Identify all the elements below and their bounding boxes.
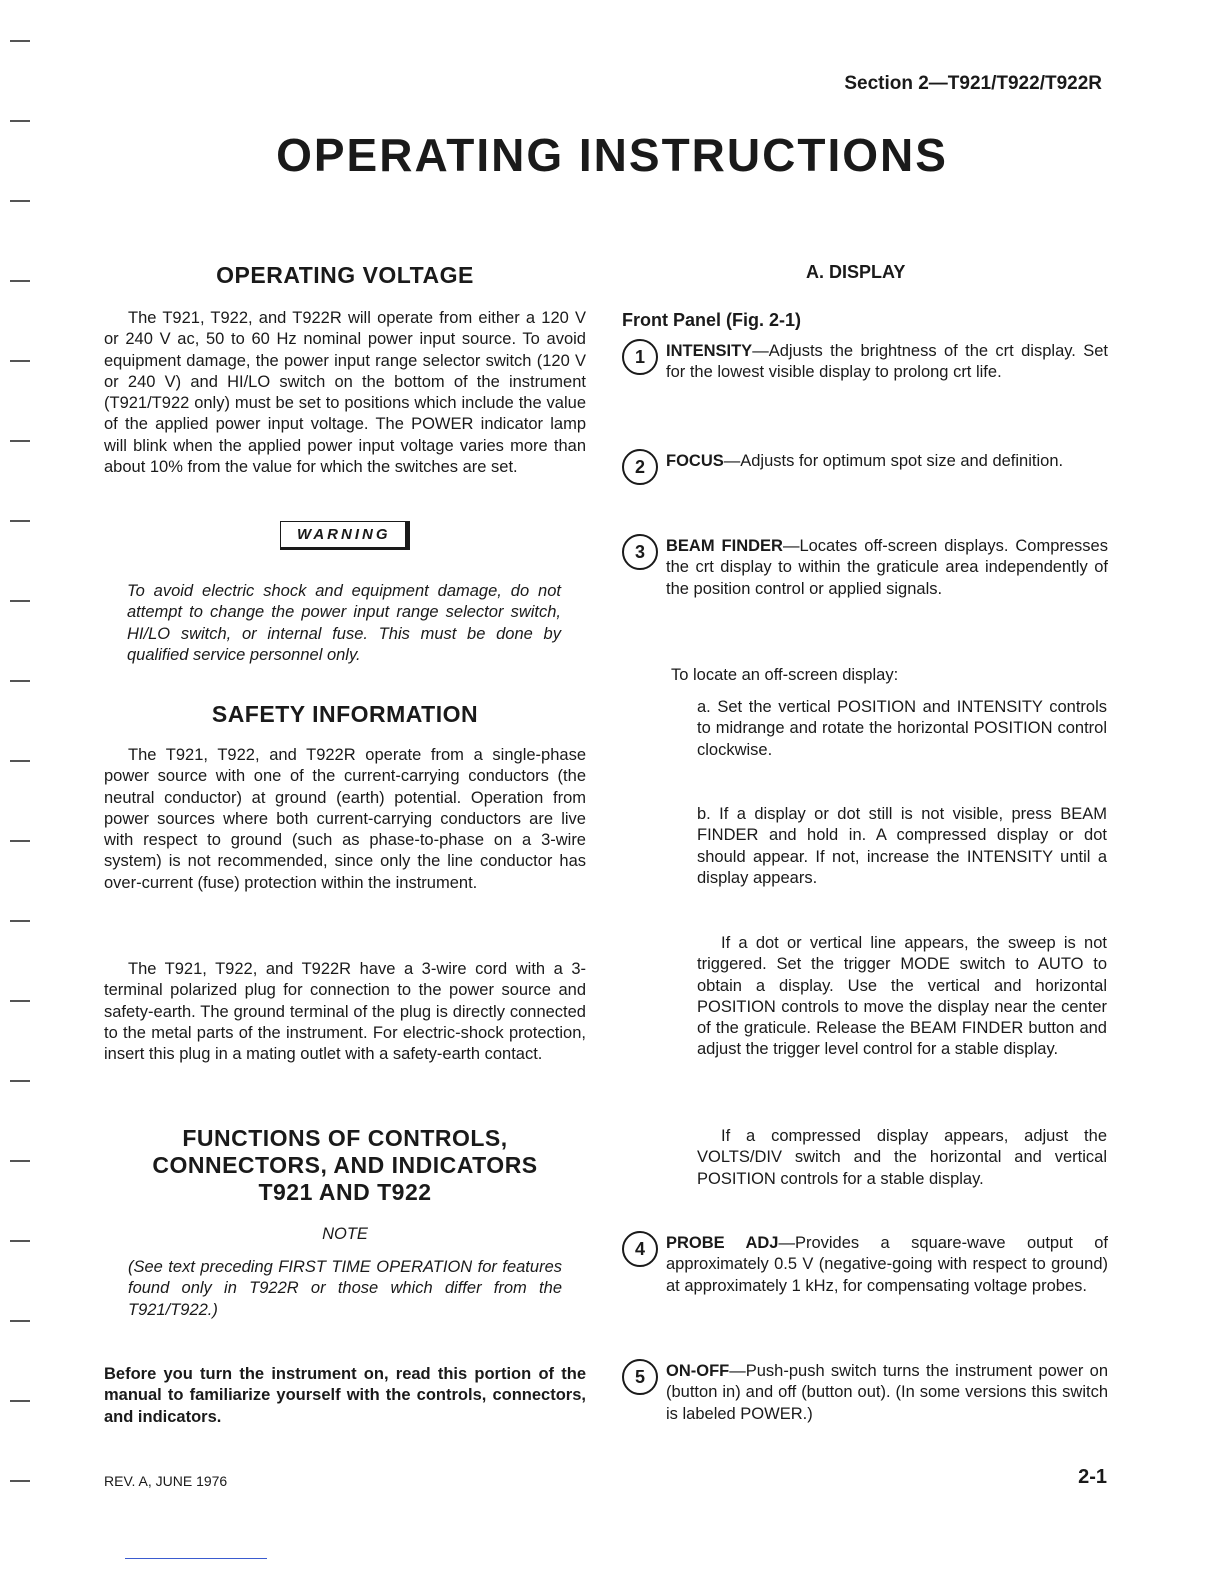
functions-heading-line-1: FUNCTIONS OF CONTROLS, <box>182 1125 508 1151</box>
margin-mark <box>10 760 30 762</box>
margin-mark <box>10 1080 30 1082</box>
safety-paragraph-1: The T921, T922, and T922R operate from a single-phase power source with one of the current-carrying conductors (the neutral conductor) at ground (earth) potential. Operation from power sources where both current-carrying conductors are live with respect to ground (such as phase-to-phase on a 3-wire system) is not recommended, since only the line conductor has over-current (fuse) protection within the instrument. <box>104 746 586 892</box>
control-item-intensity <box>622 341 1108 384</box>
control-description: —Push-push switch turns the instrument power on (button in) and off (button out). (In some versions this switch is labeled POWER.) <box>666 1362 1108 1423</box>
control-name: INTENSITY <box>666 342 753 360</box>
control-description: —Provides a square-wave output of approximately 0.5 V (negative-going with respect to ground) at approximately 1 kHz, for compensating voltage probes. <box>666 1234 1108 1295</box>
control-description: —Adjusts for optimum spot size and definition. <box>723 452 1064 470</box>
control-item-beam-finder <box>622 536 1108 600</box>
locate-intro: To locate an off-screen display: <box>671 666 899 684</box>
margin-mark <box>10 1240 30 1242</box>
margin-mark <box>10 1320 30 1322</box>
step-b: b. If a display or dot still is not visible, press BEAM FINDER and hold in. A compressed display or dot should appear. If not, increase the INTENSITY until a display appears. <box>697 805 1107 887</box>
margin-mark <box>10 1480 30 1482</box>
warning-box <box>280 521 410 550</box>
margin-mark <box>10 680 30 682</box>
control-item-on-off <box>622 1361 1108 1425</box>
control-item-focus <box>622 451 1108 485</box>
warning-label: WARNING <box>280 521 410 550</box>
callout-number-4: 4 <box>622 1231 658 1267</box>
margin-mark <box>10 280 30 282</box>
step-a: a. Set the vertical POSITION and INTENSITY controls to midrange and rotate the horizontal POSITION control clockwise. <box>697 698 1107 759</box>
control-name: PROBE ADJ <box>666 1234 779 1252</box>
scan-artifact-line <box>125 1558 267 1559</box>
callout-number-3: 3 <box>622 534 658 570</box>
safety-paragraph-2: The T921, T922, and T922R have a 3-wire cord with a 3-terminal polarized plug for connection to the power source and safety-earth. The ground terminal of the plug is directly connected to the metal parts of the instrument. For electric-shock protection, insert this plug in a mating outlet with a safety-earth contact. <box>104 960 586 1064</box>
margin-mark <box>10 600 30 602</box>
operating-voltage-paragraph: The T921, T922, and T922R will operate from either a 120 V or 240 V ac, 50 to 60 Hz nominal power input source. To avoid equipment damage, the power input range selector switch (120 V or 240 V) and HI/LO switch on the bottom of the instrument (T921/T922 only) must be set to positions which include the value of the applied power input voltage. The POWER indicator lamp will blink when the applied power input voltage varies more than about 10% from the value for which the switches are set. <box>104 309 586 477</box>
margin-mark <box>10 120 30 122</box>
operating-voltage-heading: OPERATING VOLTAGE <box>216 262 474 288</box>
compressed-paragraph: If a compressed display appears, adjust the VOLTS/DIV switch and the horizontal and vertical POSITION controls for a stable display. <box>697 1127 1107 1188</box>
margin-mark <box>10 520 30 522</box>
callout-number-1: 1 <box>622 339 658 375</box>
functions-heading-line-3: T921 AND T922 <box>258 1179 432 1205</box>
margin-mark <box>10 840 30 842</box>
margin-mark <box>10 1160 30 1162</box>
display-heading: A. DISPLAY <box>806 262 906 282</box>
control-description: —Adjusts the brightness of the crt display. Set for the lowest visible display to prolong crt life. <box>666 342 1108 382</box>
control-name: ON-OFF <box>666 1362 730 1380</box>
note-text: (See text preceding FIRST TIME OPERATION for features found only in T922R or those which differ from the T921/T922.) <box>128 1258 562 1319</box>
margin-mark <box>10 1000 30 1002</box>
control-name: BEAM FINDER <box>666 537 783 555</box>
note-label: NOTE <box>322 1225 368 1243</box>
control-name: FOCUS <box>666 452 724 470</box>
margin-mark <box>10 40 30 42</box>
margin-mark <box>10 920 30 922</box>
functions-heading <box>104 1125 586 1206</box>
dot-paragraph: If a dot or vertical line appears, the sweep is not triggered. Set the trigger MODE switch to AUTO to obtain a display. Use the vertical and horizontal POSITION controls to move the display near the center of the graticule. Release the BEAM FINDER button and adjust the trigger level control for a stable display. <box>697 934 1107 1059</box>
page-number: 2-1 <box>1078 1466 1107 1488</box>
control-description: —Locates off-screen displays. Compresses the crt display to within the graticule area independently of the position control or applied signals. <box>666 537 1108 598</box>
warning-text: To avoid electric shock and equipment damage, do not attempt to change the power input range selector switch, HI/LO switch, or internal fuse. This must be done by qualified service personnel only. <box>127 582 561 664</box>
revision-footer: REV. A, JUNE 1976 <box>104 1473 228 1489</box>
section-header: Section 2—T921/T922/T922R <box>844 73 1102 94</box>
page-title: OPERATING INSTRUCTIONS <box>276 129 948 181</box>
front-panel-subheading: Front Panel (Fig. 2-1) <box>622 310 802 330</box>
callout-number-2: 2 <box>622 449 658 485</box>
safety-heading: SAFETY INFORMATION <box>211 701 479 727</box>
functions-heading-line-2: CONNECTORS, AND INDICATORS <box>152 1152 538 1178</box>
control-item-probe-adj <box>622 1233 1108 1297</box>
margin-mark <box>10 1400 30 1402</box>
margin-mark <box>10 440 30 442</box>
before-you-turn-on-text: Before you turn the instrument on, read this portion of the manual to familiarize yourself with the controls, connectors, and indicators. <box>104 1365 586 1426</box>
margin-mark <box>10 360 30 362</box>
callout-number-5: 5 <box>622 1359 658 1395</box>
margin-mark <box>10 200 30 202</box>
